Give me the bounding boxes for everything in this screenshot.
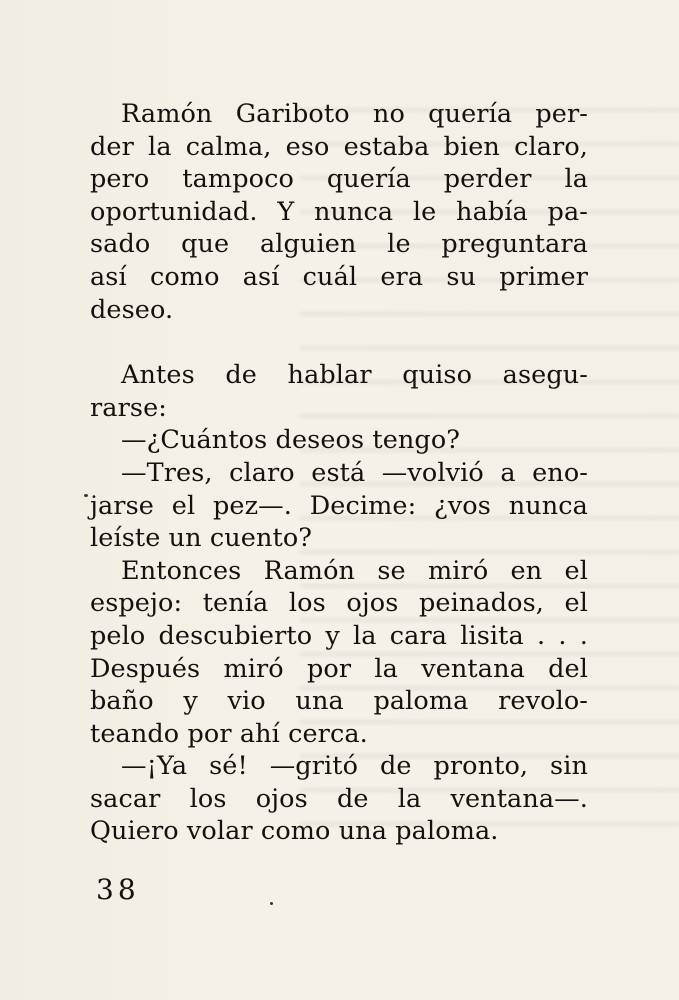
ink-speck <box>270 902 273 905</box>
text-line: sado que alguien le preguntara <box>90 229 588 260</box>
text-line: Ramón Gariboto no quería per- <box>121 99 588 129</box>
ink-speck <box>84 494 88 497</box>
text-line: sacar los ojos de la ventana—. <box>90 783 588 814</box>
text-line: espejo: tenía los ojos peinados, el <box>90 588 588 619</box>
text-line: pelo descubierto y la cara lisita . . . <box>90 620 588 651</box>
text-line: Antes de hablar quiso asegu- <box>121 360 588 391</box>
text-line: pero tampoco quería perder la <box>90 164 588 195</box>
text-line: der la calma, eso estaba bien claro, <box>90 131 588 162</box>
text-line: jarse el pez—. Decime: ¿vos nunca <box>90 490 588 521</box>
text-line: —Tres, claro está —volvió a eno- <box>121 457 588 488</box>
text-line: —¡Ya sé! —gritó de pronto, sin <box>121 751 588 782</box>
text-line: —¿Cuántos deseos tengo? <box>121 425 461 456</box>
text-line: rarse: <box>90 392 167 423</box>
text-line: Después miró por la ventana del <box>90 653 588 684</box>
text-line: leíste un cuento? <box>90 523 313 554</box>
story-text <box>90 98 588 848</box>
text-line: oportunidad. Y nunca le había pa- <box>90 196 588 227</box>
paragraph-gap <box>90 326 588 359</box>
text-line: Entonces Ramón se miró en el <box>121 555 588 586</box>
text-line: teando por ahí cerca. <box>90 718 368 749</box>
text-line: deseo. <box>90 294 174 325</box>
page-number: 38 <box>96 873 140 906</box>
text-line: así como así cuál era su primer <box>90 261 588 292</box>
text-line: Quiero volar como una paloma. <box>90 816 499 847</box>
text-line: baño y vio una paloma revolo- <box>90 686 588 717</box>
